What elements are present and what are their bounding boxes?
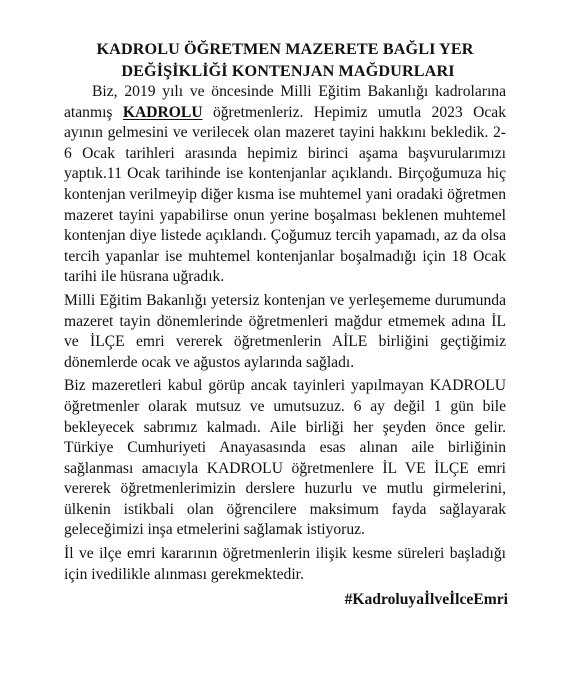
- title-line-1: KADROLU ÖĞRETMEN MAZERETE BAĞLI YER: [96, 40, 474, 58]
- paragraph-1-rest: öğretmenleriz. Hepimiz umutla 2023 Ocak ayının gelmesini ve verilecek olan mazeret tayini hakkını bekledik. 2-6 Ocak tarihleri arasında hepimiz birinci aşama başvurularımızı yaptık.11 Ocak tarihinde ise kontenjanlar açıklandı. Birçoğumuza hiç kontenjan verilmeyip diğer kısma ise muhtemel yani oradaki öğretmen mazeret tayini yapabilirse onun yerine boşalması beklenen muhtemel kontenjan diye listede açıklandı. Çoğumuz tercih yapamadı, az da olsa tercih yapanlar ise muhtemel kontenjanlar boşalmadığı için 18 Ocak tarihi ile hüsrana uğradık.: [64, 103, 506, 286]
- document-body: [64, 82, 506, 585]
- emphasis-kadrolu: KADROLU: [122, 103, 203, 121]
- paragraph-3: Biz mazeretleri kabul görüp ancak tayinleri yapılmayan KADROLU öğretmenler olarak mutsuz ve umutsuzuz. 6 ay değil 1 gün bile bekleyecek sabrımız kalmadı. Aile birliği her şeyden önce gelir. Türkiye Cumhuriyeti Anayasasında esas alınan aile birliğinin sağlanması amacıyla KADROLU öğretmenlere İL VE İLÇE emri vererek öğretmenlerimizin derslere huzurlu ve mutlu girmelerini, ülkenin istikbali olan öğrencilere maksimum fayda sağlayarak geleceğimizi inşa etmelerini sağlamak istiyoruz.: [64, 377, 506, 539]
- paragraph-1: [64, 82, 506, 288]
- hashtag: #KadroluyaİlveİlceEmri: [344, 591, 508, 609]
- paragraph-1-start: Biz, 2019 yılı ve öncesinde Milli Eğitim Bakanlığı kadrolarına atanmış: [64, 83, 506, 121]
- title-line-2: DEĞİŞİKLİĞİ KONTENJAN MAĞDURLARI: [121, 62, 455, 80]
- paragraph-2: Milli Eğitim Bakanlığı yetersiz kontenjan ve yerleşememe durumunda mazeret tayin dönemlerinde öğretmenleri mağdur etmemek adına İL ve İLÇE emri vererek öğretmenlerin AİLE birliğini geçtiğimiz dönemlerde ocak ve ağustos aylarında sağladı.: [64, 291, 506, 371]
- paragraph-4: İl ve ilçe emri kararının öğretmenlerin ilişik kesme süreleri başladığı için ivedilikle alınması gerekmektedir.: [64, 545, 506, 583]
- document-title: [64, 38, 506, 82]
